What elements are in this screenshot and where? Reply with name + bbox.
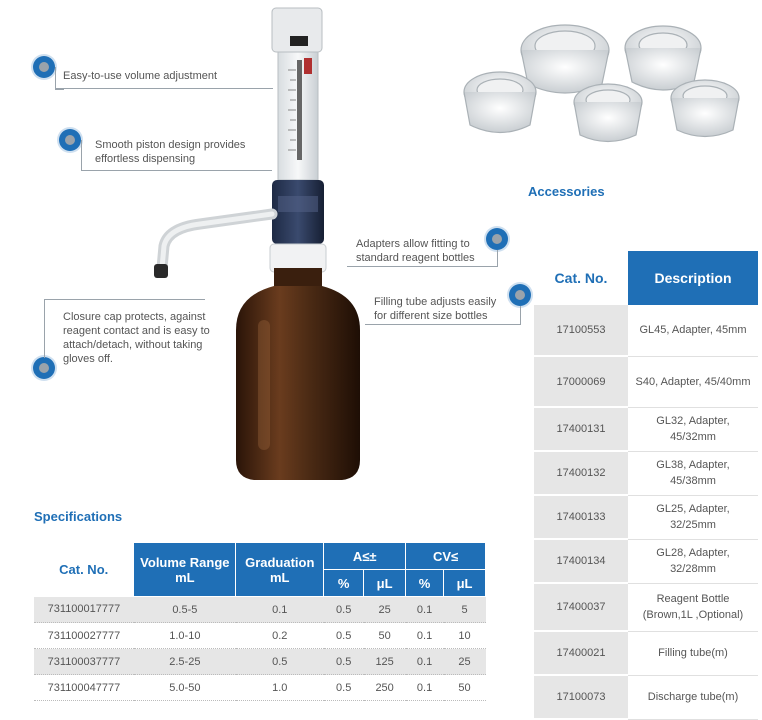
accessory-cat-no: 17400037 <box>534 583 628 631</box>
callout-text-filling-tube: Filling tube adjusts easily for different size bottles <box>374 296 497 322</box>
accessory-cat-no: 17100553 <box>534 305 628 356</box>
spec-header-cat-no: Cat. No. <box>34 543 134 597</box>
callout-text-piston-design: Smooth piston design provides effortless dispensing <box>95 139 246 165</box>
accessories-table <box>534 251 758 720</box>
spec-header-volume-range: Volume Range mL <box>134 543 236 597</box>
callout-text-closure-cap: Closure cap protects, against reagent contact and is easy to attach/detach, without taking gloves off. <box>63 311 210 365</box>
spec-cv-pct: 0.1 <box>406 675 444 701</box>
spec-accuracy-ul: 125 <box>364 649 406 675</box>
table-row <box>534 631 758 675</box>
spec-cat-no: 731100027777 <box>34 623 134 649</box>
table-row <box>34 649 486 675</box>
table-row <box>534 305 758 356</box>
table-row <box>534 407 758 451</box>
adapters-illustration <box>450 10 750 160</box>
spec-cv-pct: 0.1 <box>406 649 444 675</box>
spec-volume-range: 0.5-5 <box>134 597 236 623</box>
callout-underline-1 <box>55 88 273 89</box>
spec-cat-no: 731100017777 <box>34 597 134 623</box>
accessories-header-description: Description <box>628 251 758 305</box>
spec-header-cv: CV≤ <box>406 543 486 570</box>
accessory-description: GL28, Adapter, 32/28mm <box>628 539 758 583</box>
accessory-cat-no: 17400021 <box>534 631 628 675</box>
spec-accuracy-ul: 25 <box>364 597 406 623</box>
spec-cv-pct: 0.1 <box>406 623 444 649</box>
callout-text-volume-adjustment: Easy-to-use volume adjustment <box>63 70 218 82</box>
spec-cv-ul: 25 <box>444 649 486 675</box>
accessories-header-cat-no: Cat. No. <box>534 251 628 305</box>
spec-accuracy-pct: 0.5 <box>324 623 364 649</box>
accessory-description: GL38, Adapter, 45/38mm <box>628 451 758 495</box>
spec-header-accuracy-pct: % <box>324 570 364 597</box>
specifications-table <box>34 542 486 701</box>
spec-volume-range: 1.0-10 <box>134 623 236 649</box>
spec-cv-ul: 50 <box>444 675 486 701</box>
spec-volume-range: 2.5-25 <box>134 649 236 675</box>
table-row <box>34 597 486 623</box>
spec-header-accuracy: A≤± <box>324 543 406 570</box>
spec-volume-range: 5.0-50 <box>134 675 236 701</box>
spec-cat-no: 731100037777 <box>34 649 134 675</box>
spec-header-graduation: Graduation mL <box>236 543 324 597</box>
spec-cv-ul: 10 <box>444 623 486 649</box>
callout-marker-3 <box>486 228 508 250</box>
accessory-cat-no: 17100073 <box>534 675 628 719</box>
table-row <box>34 623 486 649</box>
callout-text-adapters: Adapters allow fitting to standard reagent bottles <box>356 238 475 264</box>
accessory-description: Filling tube(m) <box>628 631 758 675</box>
accessory-cat-no: 17400134 <box>534 539 628 583</box>
table-row <box>534 451 758 495</box>
accessory-description: GL25, Adapter, 32/25mm <box>628 495 758 539</box>
accessory-description: S40, Adapter, 45/40mm <box>628 356 758 407</box>
spec-accuracy-pct: 0.5 <box>324 649 364 675</box>
accessory-description: Reagent Bottle (Brown,1L ,Optional) <box>628 583 758 631</box>
spec-cat-no: 731100047777 <box>34 675 134 701</box>
spec-accuracy-pct: 0.5 <box>324 675 364 701</box>
accessory-cat-no: 17400131 <box>534 407 628 451</box>
specifications-title: Specifications <box>34 509 123 524</box>
spec-graduation: 0.5 <box>236 649 324 675</box>
callout-marker-4 <box>509 284 531 306</box>
table-row <box>34 675 486 701</box>
accessory-cat-no: 17000069 <box>534 356 628 407</box>
table-row <box>534 495 758 539</box>
callout-marker-5 <box>33 357 55 379</box>
spec-header-cv-pct: % <box>406 570 444 597</box>
spec-header-accuracy-ul: μL <box>364 570 406 597</box>
spec-graduation: 1.0 <box>236 675 324 701</box>
callout-marker-2 <box>59 129 81 151</box>
spec-graduation: 0.1 <box>236 597 324 623</box>
accessory-cat-no: 17400133 <box>534 495 628 539</box>
table-row <box>534 356 758 407</box>
accessory-description: GL32, Adapter, 45/32mm <box>628 407 758 451</box>
spec-cv-pct: 0.1 <box>406 597 444 623</box>
accessory-description: GL45, Adapter, 45mm <box>628 305 758 356</box>
spec-accuracy-pct: 0.5 <box>324 597 364 623</box>
table-row <box>534 675 758 719</box>
spec-accuracy-ul: 50 <box>364 623 406 649</box>
accessory-cat-no: 17400132 <box>534 451 628 495</box>
table-row <box>534 539 758 583</box>
accessories-title: Accessories <box>528 184 605 199</box>
callout-marker-1 <box>33 56 55 78</box>
spec-cv-ul: 5 <box>444 597 486 623</box>
spec-accuracy-ul: 250 <box>364 675 406 701</box>
accessory-description: Discharge tube(m) <box>628 675 758 719</box>
table-row <box>534 583 758 631</box>
spec-header-cv-ul: μL <box>444 570 486 597</box>
spec-graduation: 0.2 <box>236 623 324 649</box>
